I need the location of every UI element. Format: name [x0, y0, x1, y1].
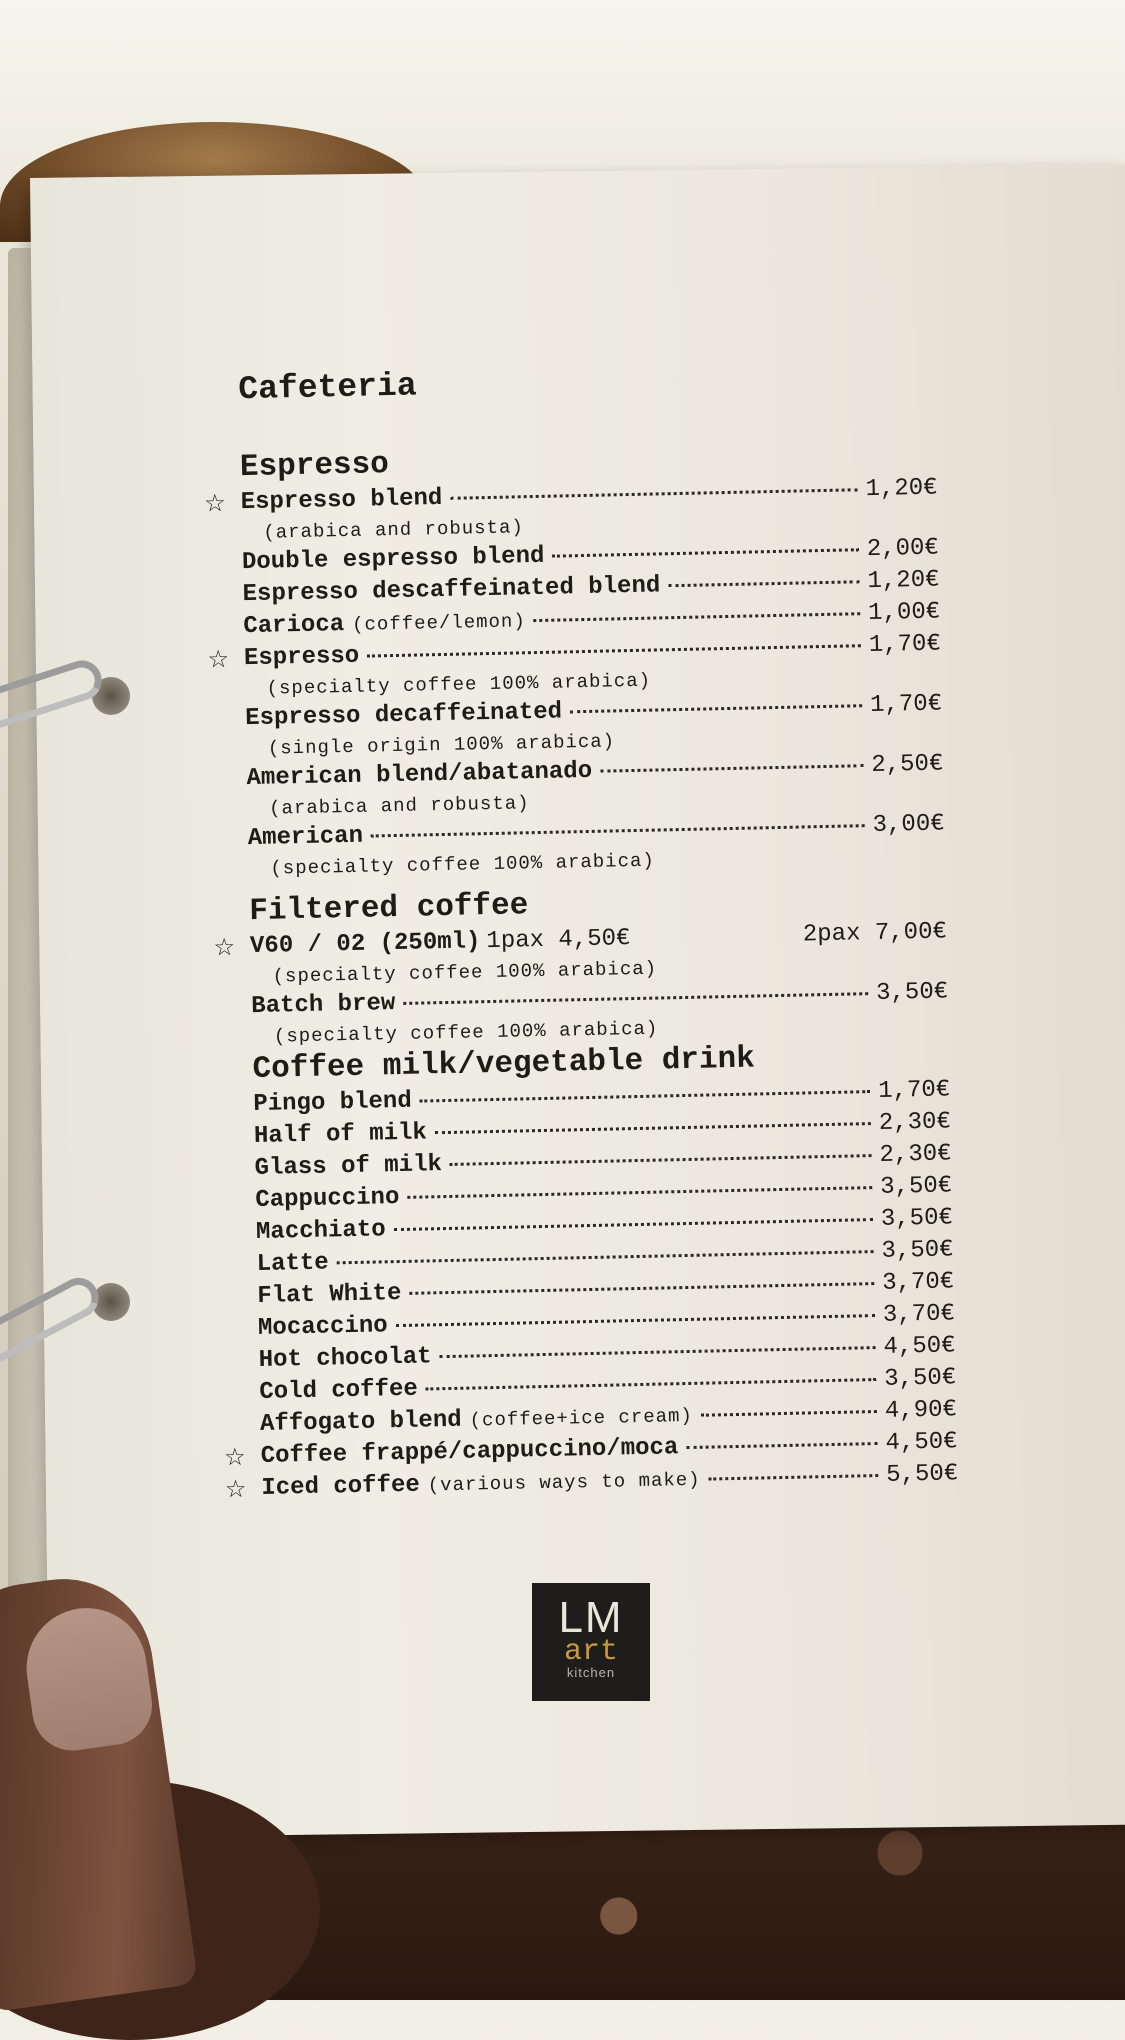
item-price: 3,50€ — [881, 1236, 954, 1265]
item-note: (specialty coffee 100% arabica) — [270, 849, 656, 880]
item-price: 5,50€ — [885, 1460, 959, 1489]
item-price: 1,20€ — [865, 474, 938, 504]
dot-leader — [337, 1250, 874, 1264]
star-icon: ☆ — [225, 1470, 247, 1509]
item-name: Macchiato — [255, 1216, 386, 1247]
logo-line-3: kitchen — [566, 1665, 616, 1680]
item-price: 3,50€ — [883, 1364, 957, 1393]
menu-content — [200, 357, 959, 1509]
item-price: 3,70€ — [882, 1300, 956, 1329]
item-extra: (coffee/lemon) — [351, 610, 526, 636]
item-price: 4,50€ — [885, 1428, 958, 1457]
dot-leader — [407, 1186, 872, 1199]
item-name: Mocaccino — [257, 1312, 388, 1342]
dot-leader — [450, 1154, 872, 1166]
item-note: (arabica and robusta) — [268, 792, 530, 820]
item-price: 2,30€ — [878, 1108, 952, 1137]
item-price: 1,20€ — [867, 566, 940, 596]
item-name: Cappuccino — [255, 1184, 400, 1215]
item-name: Cold coffee — [259, 1375, 419, 1406]
star-icon: ☆ — [207, 640, 229, 679]
item-name: Hot chocolat — [258, 1343, 432, 1374]
dot-leader — [450, 488, 857, 500]
item-name: Carioca — [243, 611, 345, 641]
dot-leader — [403, 992, 868, 1005]
item-name: Latte — [256, 1249, 329, 1279]
dot-leader — [371, 824, 865, 837]
dot-leader — [435, 1122, 871, 1134]
menu-title: Cafeteria — [237, 367, 417, 409]
dot-leader — [439, 1346, 875, 1358]
dot-leader — [600, 764, 863, 773]
item-price: 3,00€ — [872, 810, 945, 840]
item-price: 1,00€ — [867, 598, 941, 628]
item-name: Iced coffee — [261, 1471, 421, 1502]
dot-leader — [552, 548, 859, 557]
item-name: Espresso blend — [240, 484, 443, 517]
item-name: Pingo blend — [253, 1087, 413, 1119]
dot-leader — [409, 1282, 874, 1295]
item-price: 3,50€ — [875, 978, 949, 1007]
item-price: 2,50€ — [871, 750, 944, 780]
dot-leader — [709, 1474, 879, 1481]
item-price: 1,70€ — [877, 1076, 951, 1105]
dot-leader — [396, 1314, 875, 1327]
item-name: Coffee frappé/cappuccino/moca — [260, 1434, 679, 1470]
item-note: (specialty coffee 100% arabica) — [273, 1017, 659, 1048]
item-price: 3,70€ — [881, 1268, 955, 1297]
item-name: Glass of milk — [254, 1151, 443, 1183]
dot-leader — [394, 1218, 873, 1231]
item-price: 2,00€ — [866, 534, 940, 564]
dot-leader — [420, 1090, 871, 1102]
star-icon: ☆ — [213, 928, 235, 967]
lm-art-kitchen-logo — [532, 1583, 650, 1701]
item-price: 4,90€ — [884, 1396, 958, 1425]
section-espresso: Espresso — [239, 447, 390, 486]
item-price: 1,70€ — [869, 690, 943, 720]
item-name: Espresso descaffeinated blend — [242, 572, 661, 609]
item-price: 2,30€ — [879, 1140, 952, 1169]
item-name: American — [247, 822, 364, 853]
item-extra: (various ways to make) — [427, 1468, 701, 1497]
item-name: American blend/abatanado — [246, 757, 593, 793]
item-price: 4,50€ — [883, 1332, 956, 1361]
item-note: (specialty coffee 100% arabica) — [266, 669, 652, 700]
item-note: (specialty coffee 100% arabica) — [272, 957, 658, 988]
logo-line-1: LM — [558, 1593, 624, 1642]
item-price-1pax: 1pax 4,50€ — [486, 925, 631, 956]
logo-line-2: art — [563, 1635, 618, 1669]
item-price: 3,50€ — [879, 1172, 953, 1201]
item-name: Espresso decaffeinated — [244, 698, 563, 733]
section-filtered-coffee: Filtered coffee — [248, 888, 529, 930]
dot-leader — [668, 580, 859, 587]
item-name: Half of milk — [253, 1119, 428, 1151]
item-name: Affogato blend — [259, 1406, 462, 1438]
section-milk-drinks: Coffee milk/vegetable drink — [252, 1041, 756, 1088]
item-name: V60 / 02 (250ml) — [249, 928, 481, 961]
dot-leader — [426, 1378, 877, 1390]
item-price: 1,70€ — [868, 630, 942, 660]
item-price-2pax: 2pax 7,00€ — [802, 918, 948, 949]
item-name: Batch brew — [251, 990, 396, 1021]
item-name: Flat White — [257, 1279, 402, 1310]
item-name: Double espresso blend — [241, 542, 545, 577]
item-name: Espresso — [243, 642, 360, 673]
dot-leader — [701, 1410, 877, 1417]
dot-leader — [367, 644, 861, 657]
item-note: (single origin 100% arabica) — [267, 730, 616, 760]
dot-leader — [686, 1442, 877, 1449]
star-icon: ☆ — [204, 484, 226, 523]
item-note: (arabica and robusta) — [263, 516, 525, 544]
dot-leader — [534, 612, 861, 622]
item-price: 3,50€ — [880, 1204, 954, 1233]
dot-leader — [570, 704, 862, 713]
item-extra: (coffee+ice cream) — [469, 1404, 694, 1432]
star-icon: ☆ — [224, 1438, 246, 1477]
